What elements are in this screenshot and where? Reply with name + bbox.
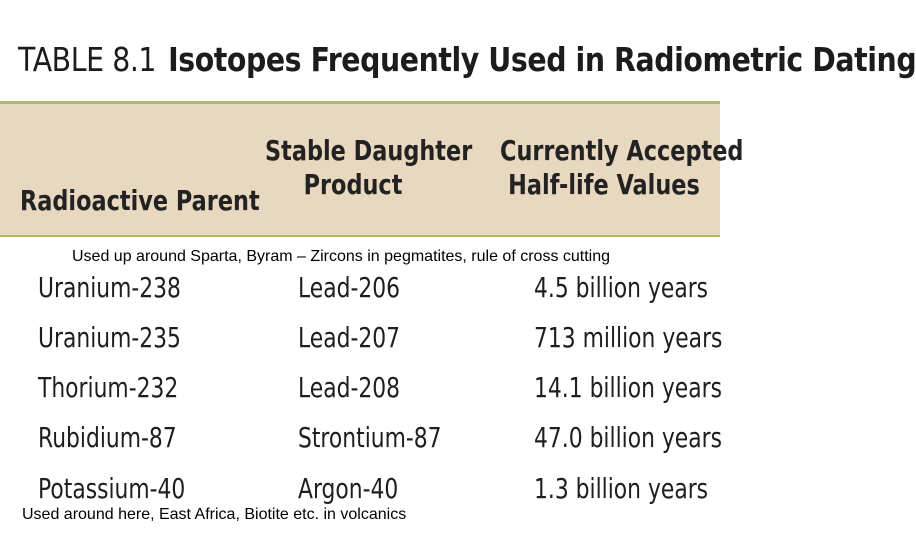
column-header-daughter-line1: Stable Daughter [265, 134, 473, 167]
parent-cell: Uranium-235 [38, 321, 181, 354]
parent-cell: Uranium-238 [38, 271, 181, 304]
column-header-daughter-line2: Product [303, 168, 403, 201]
table-heading: Isotopes Frequently Used in Radiometric Dating [168, 40, 916, 79]
table-title [18, 40, 916, 79]
column-header-parent-label: Radioactive Parent [20, 184, 260, 217]
daughter-cell: Strontium-87 [298, 421, 442, 454]
column-header-halflife [500, 134, 744, 202]
daughter-cell: Argon-40 [298, 472, 399, 505]
annotation-bottom: Used around here, East Africa, Biotite etc. in volcanics [22, 506, 407, 523]
column-header-parent [20, 184, 260, 218]
table-number: TABLE 8.1 [18, 40, 157, 79]
halflife-cell: 713 million years [534, 321, 723, 354]
halflife-cell: 1.3 billion years [534, 472, 709, 505]
table-row [0, 321, 723, 373]
parent-cell: Rubidium-87 [38, 421, 177, 454]
table-row [0, 371, 720, 423]
table-row [0, 271, 720, 323]
parent-cell: Potassium-40 [38, 472, 186, 505]
header-bottom-rule [0, 235, 720, 237]
annotation-top: Used up around Sparta, Byram – Zircons in pegmatites, rule of cross cutting [72, 248, 611, 265]
parent-cell: Thorium-232 [38, 371, 179, 404]
column-header-daughter [265, 134, 473, 202]
halflife-cell: 47.0 billion years [534, 421, 722, 454]
daughter-cell: Lead-207 [298, 321, 401, 354]
daughter-cell: Lead-208 [298, 371, 401, 404]
table-row [0, 421, 720, 473]
halflife-cell: 14.1 billion years [534, 371, 722, 404]
halflife-cell: 4.5 billion years [534, 271, 709, 304]
column-header-halflife-line1: Currently Accepted [500, 134, 744, 167]
column-header-halflife-line2: Half-life Values [508, 168, 700, 201]
daughter-cell: Lead-206 [298, 271, 401, 304]
